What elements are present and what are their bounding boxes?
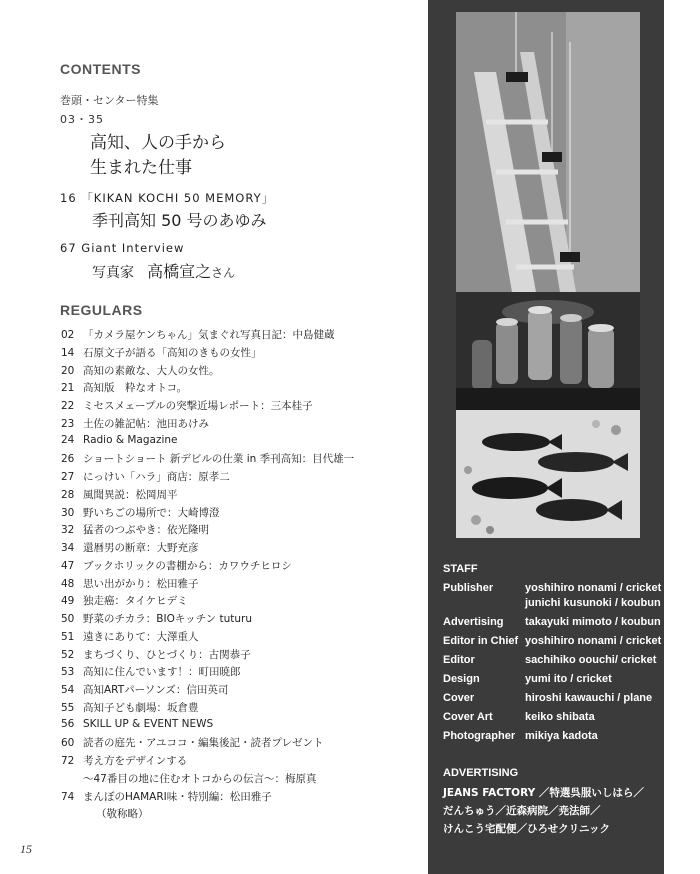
regular-item-title: ショートショート 新デビルの仕業 in 季刊高知：目代雄一 — [83, 453, 355, 466]
regular-item — [61, 629, 199, 644]
regular-item-title: ミセスメェープルの突撃近場レポート：三本桂子 — [83, 400, 313, 412]
regular-item — [61, 682, 228, 697]
regular-item-title: 思い出がかり：松田雅子 — [83, 577, 199, 590]
staff-name: yoshihiro nonami / cricket — [525, 635, 662, 647]
contents-heading: CONTENTS — [60, 61, 141, 77]
memory-subtitle: 季刊高知 50 号のあゆみ — [92, 211, 267, 230]
regular-item-title: 読者の庭先・アユココ・編集後記・読者プレゼント — [83, 737, 324, 750]
regular-item-page: 22 — [61, 400, 75, 412]
regular-item-title: 還暦男の断章：大野充彦 — [83, 542, 199, 554]
regular-item-page: 26 — [61, 453, 75, 466]
giant-suffix: さん — [211, 266, 236, 280]
regular-item — [61, 451, 354, 466]
regular-item-title: 高知版 粋なオトコ。 — [83, 382, 188, 395]
regular-item-page: 74 — [61, 790, 75, 803]
regulars-heading: REGULARS — [60, 302, 143, 318]
regular-item — [61, 664, 241, 679]
regular-item-title: 高知子ども劇場：坂倉豊 — [83, 701, 199, 714]
regular-item-page: 55 — [61, 701, 75, 714]
regular-item-page: 48 — [61, 577, 75, 590]
regular-item-page: 51 — [61, 630, 75, 643]
regular-item-title: まんぼのHAMARI味・特別編：松田雅子 — [83, 790, 272, 803]
regular-item — [61, 380, 187, 395]
regular-item-page: 60 — [61, 737, 75, 750]
regular-item-title: Radio & Magazine — [83, 433, 178, 446]
regular-item-title: 高知ARTパーソンズ：信田英司 — [83, 684, 229, 696]
regular-item-title: 野菜のチカラ：BIOキッチン tuturu — [83, 613, 252, 625]
staff-name: junichi kusunoki / koubun — [525, 597, 661, 609]
staff-name: keiko shibata — [525, 711, 595, 723]
ladder-sculpture-image — [456, 12, 640, 292]
regular-item-page: 34 — [61, 542, 75, 554]
giant-interview-subtitle — [92, 259, 235, 282]
regular-item — [61, 593, 188, 608]
thread-spools-image — [456, 292, 640, 410]
regular-item-page: 28 — [61, 488, 75, 501]
page-number: 15 — [20, 842, 32, 856]
regular-item-page: 56 — [61, 717, 75, 730]
regular-item-title: にっけい「ハラ」商店：原孝二 — [83, 471, 230, 483]
giant-name: 高橋宣之 — [147, 262, 212, 281]
staff-name: mikiya kadota — [525, 730, 598, 742]
regular-item-title: 石原文子が語る「高知のきもの女性」 — [83, 346, 262, 359]
regular-item-title: 高知の素敵な、大人の女性。 — [83, 364, 220, 377]
staff-name: takayuki mimoto / koubun — [525, 616, 661, 628]
regular-item-page: 20 — [61, 364, 75, 377]
regular-item-title: 風聞異説：松岡周平 — [83, 488, 178, 501]
giant-interview-line: 67 Giant Interview — [60, 241, 185, 255]
feature-pages: 03・35 — [60, 113, 104, 126]
staff-name: yoshihiro nonami / cricket — [525, 582, 662, 594]
regular-item-page: 30 — [61, 506, 75, 519]
regular-item — [61, 753, 187, 768]
regular-item-title: ブックホリックの書棚から：カワウチヒロシ — [83, 559, 292, 572]
regular-item — [61, 522, 209, 537]
regular-item-title: まちづくり、ひとづくり：古関恭子 — [83, 648, 251, 661]
advertiser-line: だんちゅう／近森病院／尭法師／ — [443, 805, 601, 817]
photo-ladder-sculpture — [456, 12, 640, 292]
staff-role: Advertising — [443, 616, 504, 628]
memory-line: 16 「KIKAN KOCHI 50 MEMORY」 — [60, 191, 275, 205]
staff-role: Cover — [443, 692, 475, 704]
regular-item-page: 47 — [61, 559, 75, 572]
regular-item — [61, 363, 220, 378]
regular-item — [61, 611, 252, 626]
regular-item — [61, 647, 251, 662]
staff-name: sachihiko oouchi/ cricket — [525, 654, 657, 666]
regular-item-page: 32 — [61, 524, 75, 537]
staff-role: Design — [443, 673, 480, 685]
regular-item-title: 「カメラ屋ケンちゃん」気まぐれ写真日記：中島健蔵 — [83, 329, 335, 341]
regular-item-continuation: （敬称略） — [96, 808, 149, 821]
regular-item-title: 考え方をデザインする — [83, 755, 188, 767]
regular-item — [61, 327, 334, 342]
staff-role: Publisher — [443, 582, 494, 594]
advertising-heading: ADVERTISING — [443, 767, 519, 779]
staff-role: Photographer — [443, 730, 516, 742]
regular-item — [61, 735, 324, 750]
giant-prefix: 写真家 — [92, 265, 134, 281]
staff-role: Editor — [443, 654, 475, 666]
advertiser-line: けんこう宅配便／ひろせクリニック — [443, 823, 611, 835]
staff-role: Cover Art — [443, 711, 493, 723]
regular-item — [61, 718, 213, 730]
regular-item — [61, 345, 262, 360]
regular-item — [61, 700, 199, 715]
regular-item — [61, 576, 199, 591]
regular-item — [61, 505, 220, 520]
regular-item — [61, 540, 199, 555]
regular-item — [61, 469, 230, 484]
photo-thread-spools — [456, 292, 640, 410]
feature-title-line2: 生まれた仕事 — [90, 158, 192, 178]
fish-crafts-image — [456, 410, 640, 538]
regular-item-title: 野いちごの場所で：大崎博澄 — [83, 506, 220, 519]
regular-item-page: 72 — [61, 755, 75, 767]
regular-item-page: 52 — [61, 648, 75, 661]
regular-item-page: 27 — [61, 471, 75, 483]
regular-item-page: 54 — [61, 684, 75, 696]
regular-item — [61, 789, 272, 804]
regular-item-page: 50 — [61, 613, 75, 625]
regular-item — [61, 416, 209, 431]
regular-item-continuation: ～47番目の地に住むオトコからの伝言～：梅原真 — [83, 772, 317, 785]
advertiser-line: JEANS FACTORY ／特選呉服いしはら／ — [443, 787, 644, 799]
regular-item — [61, 398, 313, 413]
feature-label: 巻頭・センター特集 — [60, 94, 159, 107]
staff-name: hiroshi kawauchi / plane — [525, 692, 653, 704]
regular-item-title: 遠きにありて：大澤重人 — [83, 630, 199, 643]
regular-item-title: 高知に住んでいます！：町田暁郎 — [83, 666, 241, 679]
feature-title-line1: 高知、人の手から — [90, 133, 226, 153]
regular-item-page: 53 — [61, 666, 75, 679]
regular-item-page: 49 — [61, 595, 75, 608]
regular-item-title: 独走癌：タイケヒデミ — [83, 595, 188, 608]
regular-item-title: 土佐の雑記帖：池田あけみ — [83, 417, 209, 430]
regular-item-page: 23 — [61, 417, 75, 430]
regular-item-page: 02 — [61, 329, 75, 341]
staff-heading: STAFF — [443, 563, 478, 575]
regular-item-page: 14 — [61, 346, 75, 359]
regular-item-page: 21 — [61, 382, 75, 395]
staff-role: Editor in Chief — [443, 635, 519, 647]
regular-item-page: 24 — [61, 433, 75, 446]
regular-item — [61, 434, 178, 446]
staff-name: yumi ito / cricket — [525, 673, 612, 685]
regular-item — [61, 558, 292, 573]
regular-item — [61, 487, 178, 502]
regular-item-title: SKILL UP & EVENT NEWS — [83, 717, 214, 730]
regular-item-title: 猛者のつぶやき：依光隆明 — [83, 524, 209, 537]
photo-fish-crafts — [456, 410, 640, 538]
